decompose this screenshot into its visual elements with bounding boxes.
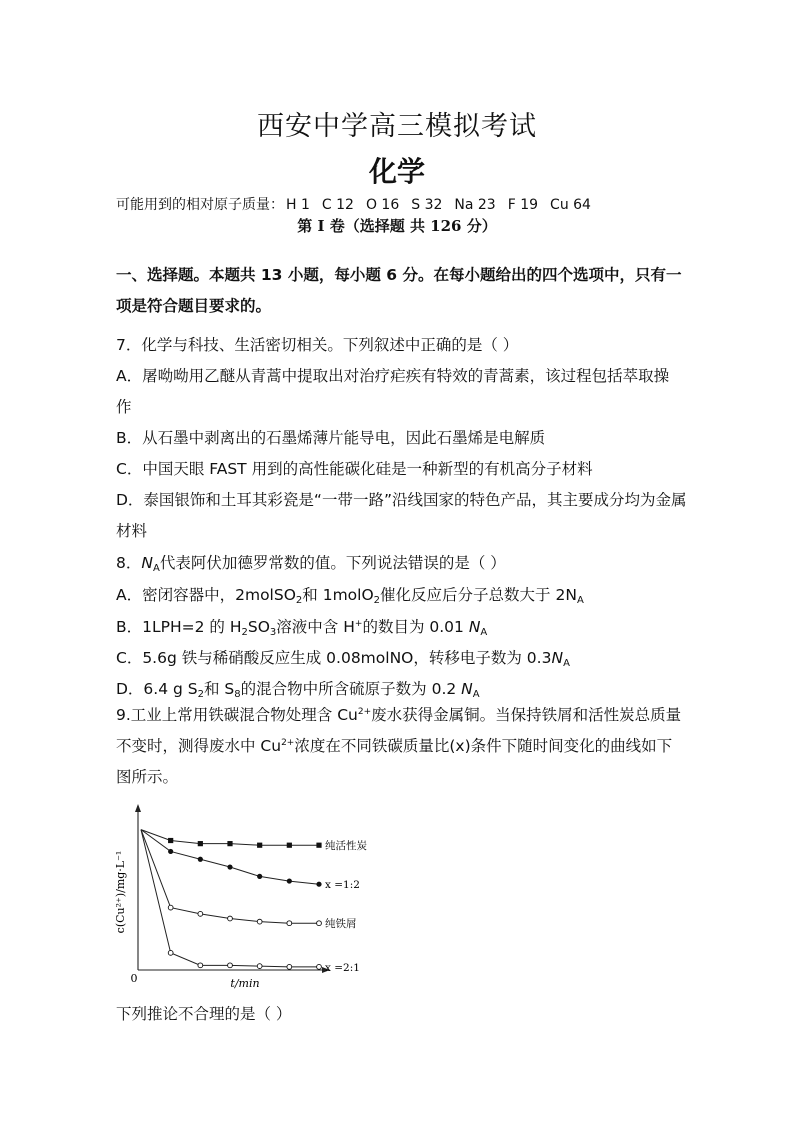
series-0-point-2: [198, 841, 203, 846]
q8-d-sub1: 2: [197, 689, 204, 700]
series-1-point-5: [287, 878, 292, 883]
q8-a-sub2: 2: [373, 595, 381, 606]
q8-b-n: N: [468, 618, 481, 636]
y-axis-label: c(Cu²⁺)/mg·L⁻¹: [114, 850, 127, 934]
mass-f: F 19: [507, 197, 539, 213]
q8-a-sub3: A: [576, 595, 584, 606]
q9-line1-sup: 2+: [357, 707, 372, 717]
q8-option-d: [116, 677, 480, 700]
q8-b-sub2: 3: [269, 627, 277, 638]
q8-option-b: [116, 615, 487, 638]
q8-d-part3: 的混合物中所含硫原子数为 0.2: [240, 680, 462, 698]
series-label-2: 纯铁屑: [325, 918, 357, 931]
series-3-point-5: [287, 964, 292, 969]
series-2-point-1: [168, 905, 173, 910]
series-2-point-5: [287, 921, 292, 926]
series-0-point-5: [287, 843, 292, 848]
q8-a-part1: A．密闭容器中，2molSO: [116, 586, 296, 604]
q8-option-c: [116, 646, 570, 669]
q8-b-sub3: A: [480, 627, 488, 638]
q7-stem: 7．化学与科技、生活密切相关。下列叙述中正确的是（ ）: [116, 336, 519, 354]
series-3-point-2: [198, 963, 203, 968]
chart-labels: [114, 839, 367, 990]
part1-heading-line1: 一、选择题。本题共 13 小题，每小题 6 分。在每小题给出的四个选项中，只有一: [116, 266, 682, 284]
series-3-point-3: [228, 963, 233, 968]
subject-title: 化学: [368, 155, 425, 188]
series-1-point-3: [227, 864, 232, 869]
masses-label: 可能用到的相对原子质量：: [116, 197, 284, 213]
q9-line3: 图所示。: [116, 768, 179, 786]
q7-option-b: B．从石墨中剥离出的石墨烯薄片能导电，因此石墨烯是电解质: [116, 429, 546, 447]
origin-label: 0: [130, 972, 138, 985]
series-1-point-4: [257, 874, 262, 879]
q8-c-n: N: [551, 649, 564, 667]
q7-option-a-line2: 作: [116, 398, 132, 416]
q9-line1-a: 9.工业上常用铁碳混合物处理含 Cu: [116, 706, 358, 724]
q8-b-sup: +: [354, 619, 363, 629]
series-1-point-2: [198, 857, 203, 862]
q9-line2-a: 不变时，测得废水中 Cu: [116, 737, 282, 755]
x-axis-label: t/min: [230, 977, 260, 990]
mass-s: S 32: [411, 197, 443, 213]
exam-title: 西安中学高三模拟考试: [257, 111, 537, 142]
series-2-point-2: [198, 911, 203, 916]
series-1-point-1: [168, 849, 173, 854]
series-2-point-4: [257, 919, 262, 924]
q8-a-sub1: 2: [295, 595, 303, 606]
q9-line2: [116, 734, 672, 756]
q8-number: 8．: [116, 554, 142, 572]
series-0-point-1: [168, 838, 173, 843]
series-2-point-6: [317, 921, 322, 926]
q7-option-d-line1: D．泰国银饰和土耳其彩瓷是“一带一路”沿线国家的特色产品，其主要成分均为金属: [116, 491, 687, 509]
cu-concentration-chart: [110, 800, 410, 995]
q9-line2-b: 浓度在不同铁碳质量比(x)条件下随时间变化的曲线如下: [294, 737, 673, 755]
mass-o: O 16: [365, 197, 400, 213]
q7-option-d-line2: 材料: [116, 522, 148, 540]
q9-line1: [116, 703, 681, 725]
q8-a-part3: 催化反应后分子总数大于 2N: [380, 586, 577, 604]
q8-b-part1: B．1LPH=2 的 H: [116, 618, 242, 636]
atomic-masses: [116, 194, 603, 214]
chart-axes: [135, 804, 330, 973]
mass-cu: Cu 64: [550, 197, 591, 213]
q7-option-c: C．中国天眼 FAST 用到的高性能碳化硅是一种新型的有机高分子材料: [116, 460, 593, 478]
series-line-1: [141, 830, 319, 885]
q8-na-symbol: N: [141, 554, 153, 572]
mass-na: Na 23: [454, 197, 496, 213]
q8-a-part2: 和 1molO: [302, 586, 374, 604]
q8-b-part4: 的数目为 0.01: [362, 618, 469, 636]
series-2-point-3: [228, 916, 233, 921]
q9-line2-sup: 2+: [281, 738, 295, 748]
q7-option-a-line1: A．屠呦呦用乙醚从青蒿中提取出对治疗疟疾有特效的青蒿素，该过程包括萃取操: [116, 367, 670, 385]
series-label-0: 纯活性炭: [325, 840, 367, 853]
series-label-1: x =1:2: [325, 879, 360, 892]
q8-d-sub3: A: [472, 689, 480, 700]
part1-heading-line2: 项是符合题目要求的。: [116, 297, 272, 315]
chart-series: [141, 830, 322, 970]
section-heading: 第 I 卷（选择题 共 126 分）: [297, 217, 497, 235]
series-label-3: x =2:1: [325, 961, 360, 974]
series-0-point-3: [227, 841, 232, 846]
q9-line1-b: 废水获得金属铜。当保持铁屑和活性炭总质量: [371, 706, 682, 724]
mass-c: C 12: [321, 197, 354, 213]
q8-na-sub: A: [152, 563, 160, 574]
q8-b-sub1: 2: [241, 627, 248, 638]
q8-b-part2: SO: [247, 618, 270, 636]
q8-c-part1: C．5.6g 铁与稀硝酸反应生成 0.08molNO，转移电子数为 0.3: [116, 649, 552, 667]
y-axis-arrow: [135, 804, 141, 812]
series-3-point-1: [168, 950, 173, 955]
series-line-3: [141, 830, 319, 967]
series-0-point-6: [316, 843, 321, 848]
q9-ask: 下列推论不合理的是（ ）: [116, 1005, 292, 1023]
q8-d-part2: 和 S: [204, 680, 235, 698]
series-0-point-4: [257, 843, 262, 848]
q8-d-n: N: [461, 680, 473, 698]
series-3-point-6: [317, 964, 322, 969]
q8-d-sub2: 8: [234, 689, 241, 700]
series-1-point-6: [316, 882, 321, 887]
q8-stem: [116, 551, 506, 574]
q8-d-part1: D．6.4 g S: [116, 680, 198, 698]
q8-option-a: [116, 583, 584, 606]
q8-stem-text: 代表阿伏加德罗常数的值。下列说法错误的是（ ）: [159, 554, 506, 572]
q8-b-part3: 溶液中含 H: [276, 618, 355, 636]
series-3-point-4: [257, 964, 262, 969]
mass-h: H 1: [286, 197, 310, 213]
q8-c-sub: A: [563, 658, 570, 669]
